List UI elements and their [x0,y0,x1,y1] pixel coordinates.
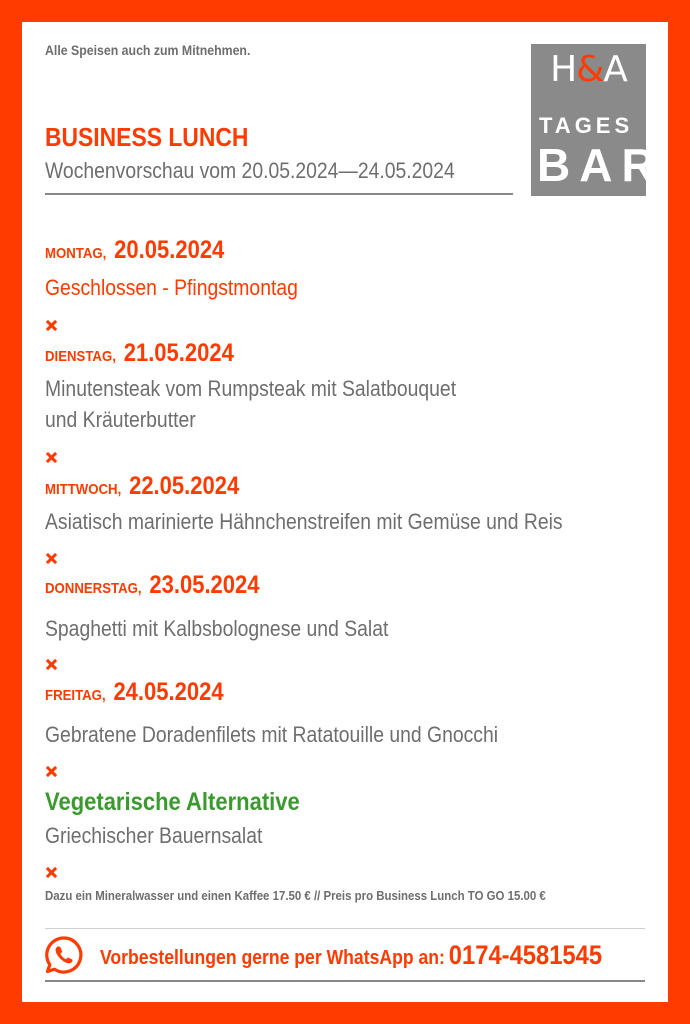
divider [45,980,645,982]
separator-cross-icon [46,452,57,463]
day-heading-thursday: DONNERSTAG, 23.05.2024 [45,571,260,599]
dish-thursday: Spaghetti mit Kalbsbolognese und Salat [45,616,389,641]
day-heading-wednesday: MITTWOCH, 22.05.2024 [45,472,240,500]
day-heading-monday: MONTAG, 20.05.2024 [45,236,225,264]
price-note: Dazu ein Mineralwasser und einen Kaffee 17.50 € // Preis pro Business Lunch TO GO 15.00 € [45,888,546,903]
takeaway-note: Alle Speisen auch zum Mitnehmen. [45,42,251,58]
menu-card [22,22,668,1002]
whatsapp-label: Vorbestellungen gerne per WhatsApp an: [100,947,445,969]
page-title: BUSINESS LUNCH [45,122,249,152]
dish-tuesday-line2: und Kräuterbutter [45,407,196,432]
dish-tuesday-line1: Minutensteak vom Rumpsteak mit Salatbouquet [45,376,457,401]
whatsapp-icon [44,935,84,975]
vegetarian-heading: Vegetarische Alternative [45,788,300,816]
dish-wednesday: Asiatisch marinierte Hähnchenstreifen mit Gemüse und Reis [45,509,563,534]
whatsapp-phone[interactable]: 0174-4581545 [448,940,603,970]
divider [45,928,645,929]
separator-cross-icon [46,320,57,331]
day-heading-tuesday: DIENSTAG, 21.05.2024 [45,339,234,367]
dish-monday: Geschlossen - Pfingstmontag [45,275,298,300]
ha-tagesbar-logo [531,44,664,196]
logo-monogram: H&A [550,49,627,90]
separator-cross-icon [46,659,57,670]
separator-cross-icon [46,766,57,777]
divider [45,193,513,195]
separator-cross-icon [46,867,57,878]
logo-bar: BAR [537,139,664,191]
week-preview: Wochenvorschau vom 20.05.2024—24.05.2024 [45,158,455,183]
day-heading-friday: FREITAG, 24.05.2024 [45,678,224,706]
whatsapp-order-line [100,940,602,971]
logo-tages: TAGES [539,113,634,138]
separator-cross-icon [46,553,57,564]
dish-friday: Gebratene Doradenfilets mit Ratatouille und Gnocchi [45,722,499,747]
dish-vegetarian: Griechischer Bauernsalat [45,823,263,848]
